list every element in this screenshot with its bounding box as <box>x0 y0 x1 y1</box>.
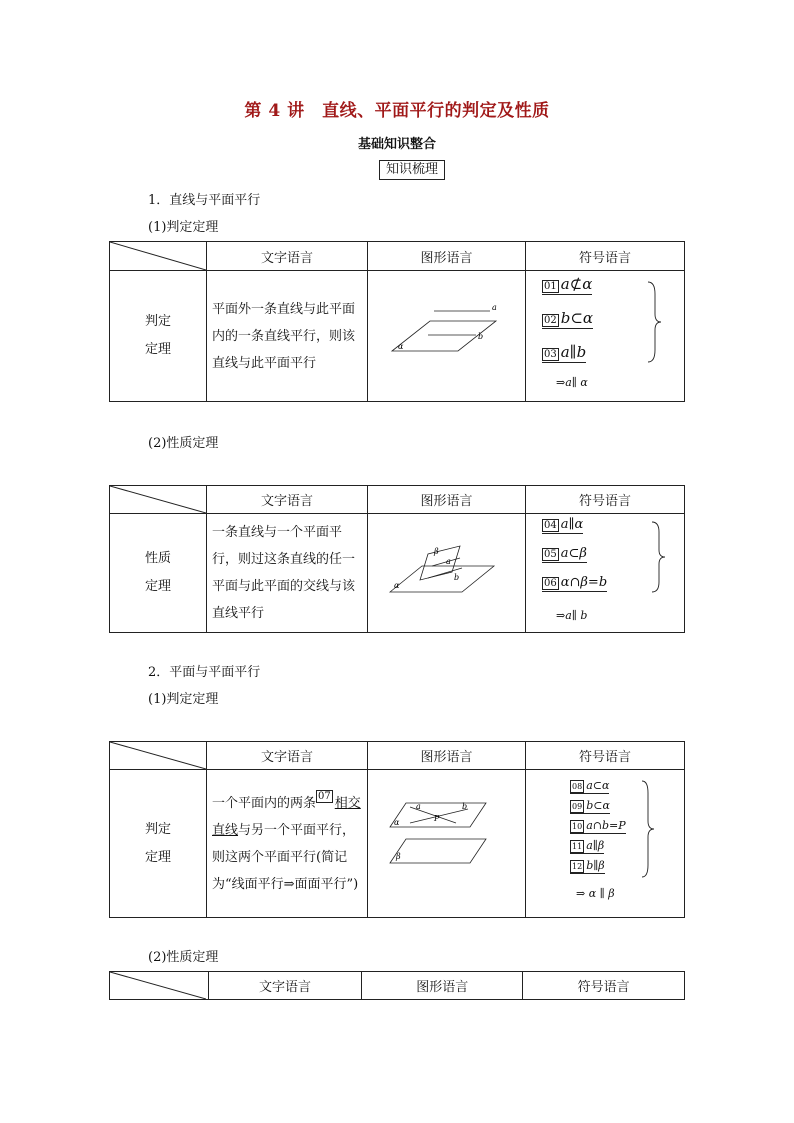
text-language-cell: 平面外一条直线与此平面内的一条直线平行，则该直线与此平面平行 <box>207 271 368 402</box>
blank-number-07: 07 <box>318 790 331 802</box>
header-text: 文字语言 <box>207 486 368 514</box>
symbol-item-08: 08 a⊂α <box>572 779 610 792</box>
row-label-line-1: 判定 <box>144 314 171 329</box>
symbol-result: ⇒ α ∥ β <box>576 887 615 900</box>
fig-label-a: a <box>415 801 421 811</box>
text-language-cell: 一条直线与一个平面平行，则过这条直线的任一平面与此平面的交线与该直线平行 <box>207 514 368 633</box>
fig-label-alpha: α <box>393 817 399 827</box>
header-symbol: 符号语言 <box>526 242 685 271</box>
header-text: 文字语言 <box>207 742 368 770</box>
fig-label-b: b <box>453 573 459 582</box>
symbol-item-01: 01 a⊄α <box>544 275 593 293</box>
fig-label-a: a <box>445 557 451 566</box>
symbol-item-05: 05 a⊂β <box>544 545 587 561</box>
fig-label-a: a <box>491 303 497 312</box>
right-brace-icon <box>640 779 656 879</box>
header-figure: 图形语言 <box>368 242 526 271</box>
page-title: 第 4 讲 直线、平面平行的判定及性质 <box>244 101 550 121</box>
plane-intersection-figure <box>372 536 522 606</box>
fig-label-alpha: α <box>393 581 399 590</box>
fig-label-beta: β <box>433 547 439 556</box>
section-subtitle: 基础知识整合 <box>357 137 436 152</box>
section-2-heading: 2．平面与平面平行 <box>148 665 261 680</box>
row-label <box>110 770 207 918</box>
symbol-item-10: 10 a∩b=P <box>572 819 626 832</box>
section-2-part-2: (2)性质定理 <box>148 950 219 965</box>
parallel-planes-figure <box>372 797 522 887</box>
header-figure: 图形语言 <box>368 742 526 770</box>
row-label-line-2: 定理 <box>144 579 171 594</box>
header-symbol: 符号语言 <box>526 486 685 514</box>
right-brace-icon <box>646 280 662 364</box>
row-label <box>110 271 207 402</box>
header-figure: 图形语言 <box>368 486 526 514</box>
figure-cell <box>368 514 526 633</box>
diagonal-header-cell <box>110 242 207 271</box>
table-line-plane-criterion <box>109 241 685 402</box>
symbol-item-02: 02 b⊂α <box>544 309 594 327</box>
fig-label-b: b <box>461 801 467 811</box>
row-label <box>110 514 207 633</box>
diagonal-header-cell <box>110 486 207 514</box>
header-symbol: 符号语言 <box>523 972 685 1000</box>
symbol-item-06: 06 α∩β=b <box>544 574 608 590</box>
header-text: 文字语言 <box>208 972 362 1000</box>
fig-label-b: b <box>477 332 483 341</box>
symbol-item-11: 11 a∥β <box>572 839 605 852</box>
symbol-cell <box>526 271 685 402</box>
section-2-part-1: (1)判定定理 <box>148 692 219 707</box>
symbol-item-09: 09 b⊂α <box>572 799 610 812</box>
symbol-item-03: 03 a∥b <box>544 343 587 361</box>
symbol-result: ⇒a∥ b <box>556 608 588 622</box>
symbol-item-12: 12 b∥β <box>572 859 605 872</box>
symbol-cell <box>526 770 685 918</box>
diagonal-header-cell <box>110 972 209 1000</box>
text-language-cell: 一个平面内的两条 07 相交直线与另一个平面平行，则这两个平面平行(简记为“线面平行⇒面面平行”) <box>207 770 368 918</box>
section-1-part-1: (1)判定定理 <box>148 220 219 235</box>
table-plane-plane-criterion <box>109 741 685 918</box>
row-label-line-1: 判定 <box>144 821 171 837</box>
fig-label-beta: β <box>395 851 401 861</box>
figure-cell <box>368 770 526 918</box>
symbol-result: ⇒a∥ α <box>556 376 588 389</box>
header-symbol: 符号语言 <box>526 742 685 770</box>
header-text: 文字语言 <box>207 242 368 271</box>
row-label-line-2: 定理 <box>144 342 171 357</box>
table-plane-plane-property <box>109 971 685 1000</box>
row-label-line-2: 定理 <box>144 849 171 865</box>
header-figure: 图形语言 <box>362 972 523 1000</box>
symbol-item-04: 04 a∥α <box>544 516 584 532</box>
section-1-heading: 1．直线与平面平行 <box>148 193 261 208</box>
right-brace-icon <box>650 520 666 594</box>
section-1-part-2: (2)性质定理 <box>148 436 219 451</box>
row-label-line-1: 性质 <box>144 551 171 566</box>
diagonal-header-cell <box>110 742 207 770</box>
fig-label-p: P <box>433 813 439 823</box>
line-parallel-plane-figure <box>372 299 522 369</box>
fig-label-alpha: α <box>397 342 403 351</box>
symbol-cell <box>526 514 685 633</box>
knowledge-box-label: 知识梳理 <box>379 160 445 180</box>
table-line-plane-property <box>109 485 685 633</box>
figure-cell <box>368 271 526 402</box>
